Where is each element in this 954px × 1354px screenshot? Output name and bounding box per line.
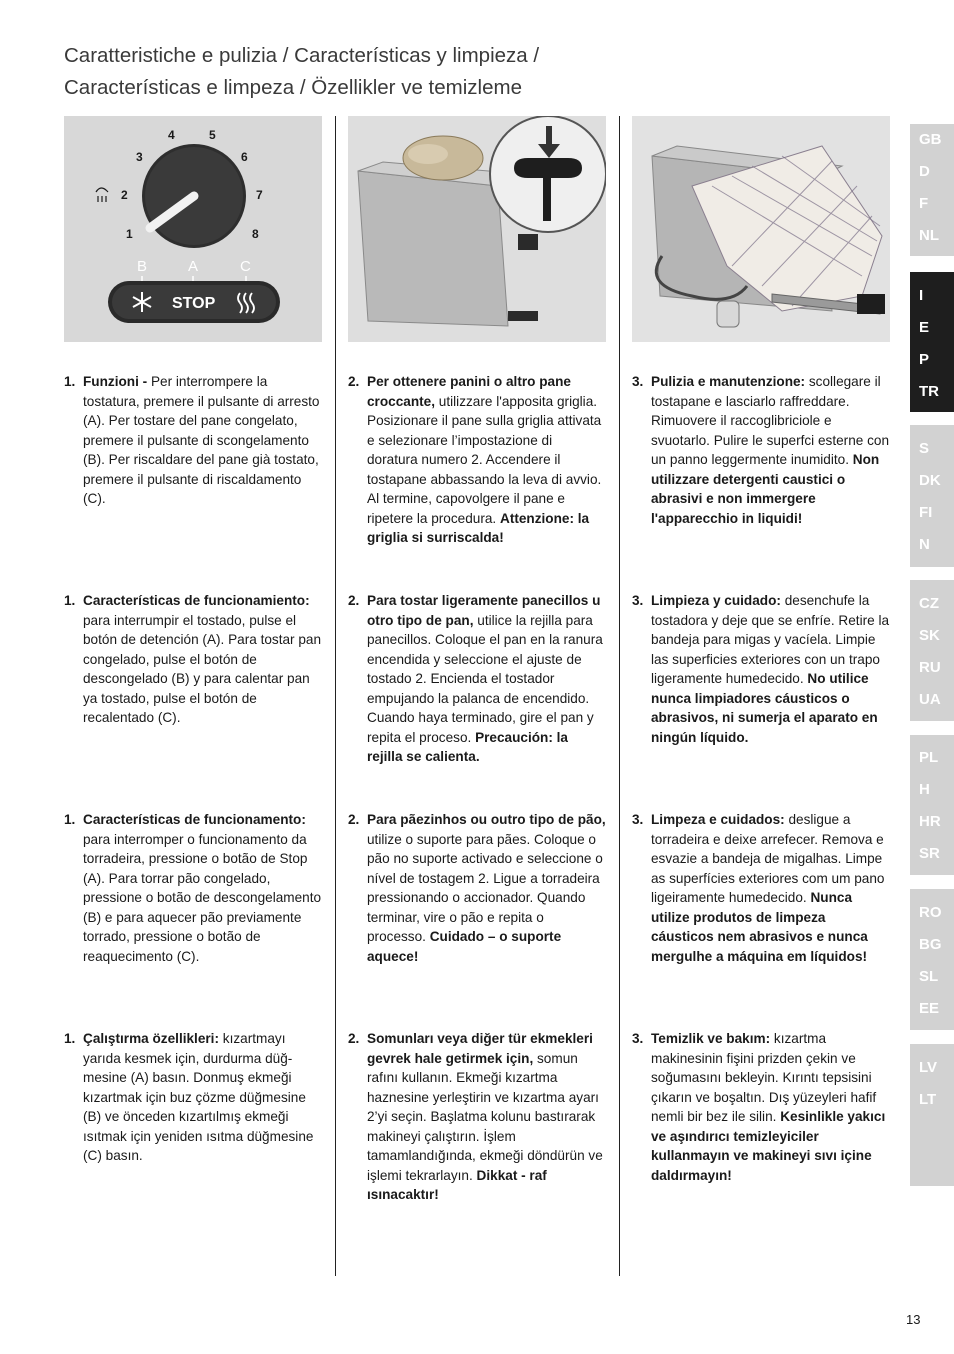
label-c: C [240,258,251,275]
dial-number-5: 5 [209,128,216,142]
step-warning: Kesinlikle yakıcı ve aşındırıcı temizleyiciler kullanmayın ve makineyi sıvı içine daldırmayın! [651,1109,886,1183]
language-tab-i[interactable]: I [919,287,924,304]
label-a: A [188,258,199,275]
column-2-paragraph-es [348,591,606,767]
step-number: 2. [348,812,360,827]
language-tab-p[interactable]: P [919,351,930,368]
column-2-paragraph-it [348,372,606,548]
language-tab-lt[interactable]: LT [919,1091,937,1108]
page-number: 13 [906,1312,921,1327]
language-tab-d[interactable]: D [919,163,930,180]
language-group-1[interactable] [910,124,954,256]
page-title [64,40,539,104]
step-number: 1. [64,593,76,608]
step-lead: Para pãezinhos ou outro tipo de pão, [367,812,606,827]
language-tab-nl[interactable]: NL [919,227,939,244]
language-group-6[interactable] [910,889,954,1030]
dial-number-1: 1 [126,227,133,241]
page-title-line-1: Caratteristiche e pulizia / Características y limpieza / [64,44,540,67]
toaster-foot [508,311,538,321]
column-1-paragraph-es [64,591,322,728]
dial-number-4: 4 [168,128,175,142]
step-number: 3. [632,1031,644,1046]
language-tab-gb[interactable]: GB [919,131,942,148]
step-text: para interromper o funcionamento da torradeira, pressione o botão de Stop (A). Para torrar pão congelado, pressione o botão de descongelamento (B) e para aquecer pão previamente torrado, pressione o botão de reaquecimento (C). [83,831,322,964]
page-title-line-2: Características e limpeza / Özellikler ve temizleme [64,76,522,99]
language-tab-bg[interactable]: BG [919,936,942,953]
language-tab-sk[interactable]: SK [919,627,940,644]
step-warning: Cuidado – o suporte aquece! [367,929,562,964]
language-tab-e[interactable]: E [919,319,930,336]
column-2-paragraph-pt [348,810,606,966]
language-tab-sl[interactable]: SL [919,968,939,985]
power-plug [717,301,739,327]
step-lead: Para tostar ligeramente panecillos u otro tipo de pan, [367,593,601,628]
step-warning: Nunca utilize produtos de limpeza cáusticos nem abrasivos e nunca mergulhe a máquina em líquidos! [651,890,868,964]
control-panel-drawing [64,116,322,342]
step-number: 1. [64,374,76,389]
language-tab-pl[interactable]: PL [919,749,939,766]
column-3-paragraph-es [632,591,890,747]
toaster-cleaning-illustration [632,116,890,342]
dial-number-3: 3 [136,150,143,164]
step-text: desligue a torradeira e deixe arrefecer. Remova e esvazie a bandeja de migalhas. Limpe as superfícies exteriores com um pano ligeiramente humedecido. [651,812,885,905]
column-2-paragraph-tr [348,1029,606,1205]
step-lead: Somunları veya diğer tür ekmekleri gevrek hale getirmek için, [367,1031,593,1066]
language-tab-ru[interactable]: RU [919,659,941,676]
step-text: Per interrompere la tostatura, premere il pulsante di arresto (A). Per tostare del pane congelato, premere il pulsante di scongelamento (B). Per riscaldare del pane già tostato, premere il pulsante di riscaldamento (C). [83,374,320,506]
step-text: somun rafını kullanın. Ekmeği kızartma haznesine yerleştirin ve kızartma ayarı 2’yi seçin. Başlatma kolunu bastırarak makineyi çalıştırın. İşlem tamamlandığında, ekmeği döndürün ve işlemi tekrarlayın. [367,1050,603,1183]
toaster-bun-warmer-illustration [348,116,606,342]
language-tab-fi[interactable]: FI [919,504,933,521]
step-text: utilize o suporte para pães. Coloque o pão no suporte activado e seleccione o nível de tostagem 2. Ligue a torradeira pressionando o accionador. Quando terminar, vire o pão e repita o processo. [367,831,603,944]
toaster-bun-warmer-drawing [348,116,606,342]
language-tab-sr[interactable]: SR [919,845,940,862]
column-1-paragraph-it [64,372,322,509]
step-number: 2. [348,374,360,389]
language-tab-n[interactable]: N [919,536,930,553]
step-lead: Çalıştırma özellikleri: [83,1031,219,1046]
step-lead: Características de funcionamento: [83,812,306,827]
toaster-body [358,171,508,326]
language-tab-lv[interactable]: LV [919,1059,938,1076]
column-divider-1 [335,116,336,1276]
step-number: 1. [64,812,76,827]
toaster-cleaning-drawing [632,116,890,342]
step-text: scollegare il tostapane e lasciarlo raffreddare. Rimuovere il raccoglibriciole e svuotarlo. Pulire le superfci esterne con un panno leggermente inumidito. [651,374,890,467]
language-tab-ua[interactable]: UA [919,691,941,708]
step-warning: Dikkat - raf ısınacaktır! [367,1167,547,1202]
step-lead: Funzioni - [83,374,148,389]
step-text: kızartma makinesinin fişini prizden çekin ve soğumasını bekleyin. Kırıntı tepsisini çıkarın ve boşaltın. Dış yüzeyleri hafif nemli bir bez ile silin. [651,1031,877,1124]
step-warning: Precaución: la rejilla se calienta. [367,729,568,764]
language-tab-dk[interactable]: DK [919,472,941,489]
language-tab-cz[interactable]: CZ [919,595,939,612]
column-3-paragraph-it [632,372,890,528]
stop-button-label: STOP [172,295,216,312]
step-text: utilice la rejilla para panecillos. Coloque el pan en la ranura encendida y seleccione el ajuste de tostado 2. Encienda el tostador empujando la palanca de encendido. Cuando haya terminado, gire el pan y repita el proceso. [367,612,603,745]
dial-number-2: 2 [121,188,128,202]
language-group-7[interactable] [910,1044,954,1186]
language-tab-tr[interactable]: TR [919,383,939,400]
step-lead: Temizlik ve bakım: [651,1031,771,1046]
step-warning: Non utilizzare detergenti caustici o abrasivi e non immergere l'apparecchio in liquidi! [651,452,880,526]
step-number: 2. [348,1031,360,1046]
language-group-2-active[interactable] [910,272,954,412]
column-divider-2 [619,116,620,1276]
language-tab-s[interactable]: S [919,440,930,457]
step-warning: Attenzione: la griglia si surriscalda! [367,510,590,545]
step-lead: Pulizia e manutenzione: [651,374,806,389]
step-lead: Per ottenere panini o altro pane croccante, [367,374,571,409]
language-tab-ee[interactable]: EE [919,1000,940,1017]
step-lead: Limpeza e cuidados: [651,812,785,827]
step-number: 1. [64,1031,76,1046]
dial-number-8: 8 [252,227,259,241]
step-text: para interrumpir el tostado, pulse el botón de detención (A). Para tostar pan congelado, pulse el botón de descongelado (B) y para calentar pan ya tostado, pulse el botón de recalentado (C). [83,612,322,725]
language-group-4[interactable] [910,580,954,721]
column-3-paragraph-tr [632,1029,890,1185]
language-tab-ro[interactable]: RO [919,904,942,921]
language-tab-hr[interactable]: HR [919,813,941,830]
column-1-paragraph-tr [64,1029,322,1166]
step-text: utilizzare l'apposita griglia. Posizionare il pane sulla griglia attivata e selezionare l’impostazione di doratura numero 2. Accendere il tostapane abbassando la leva di avvio. Al termine, capovolgere il pane e ripetere la procedura. [367,393,602,526]
control-panel-illustration [64,116,322,342]
language-group-5[interactable] [910,735,954,875]
step-lead: Limpieza y cuidado: [651,593,781,608]
dial-number-6: 6 [241,150,248,164]
step-warning: No utilice nunca limpiadores cáusticos o abrasivos, ni sumerja el aparato en ningún líquido. [651,671,878,745]
dial-number-7: 7 [256,188,263,202]
column-1-paragraph-pt [64,810,322,966]
step-text: kızartmayı yarıda kesmek için, durdurma düğmesine (A) basın. Donmuş ekmeği kızartmak için buz çözme düğmesine (B) ve önceden kızartılmış ekmeği ısıtmak için yeniden ısıtma düğmesine (C) basın. [83,1031,314,1163]
language-tab-h[interactable]: H [919,781,930,798]
label-b: B [137,258,148,275]
step-lead: Características de funcionamiento: [83,593,310,608]
column-3-paragraph-pt [632,810,890,966]
language-group-3[interactable] [910,425,954,567]
step-number: 2. [348,593,360,608]
step-text: desenchufe la tostadora y deje que se enfríe. Retire la bandeja para migas y vacíela. Limpie las superficies exteriores con un trapo ligeramente humedecido. [651,593,890,686]
language-tab-f[interactable]: F [919,195,929,212]
step-number: 3. [632,593,644,608]
toaster-lever [518,234,538,250]
step-number: 3. [632,812,644,827]
step-number: 3. [632,374,644,389]
